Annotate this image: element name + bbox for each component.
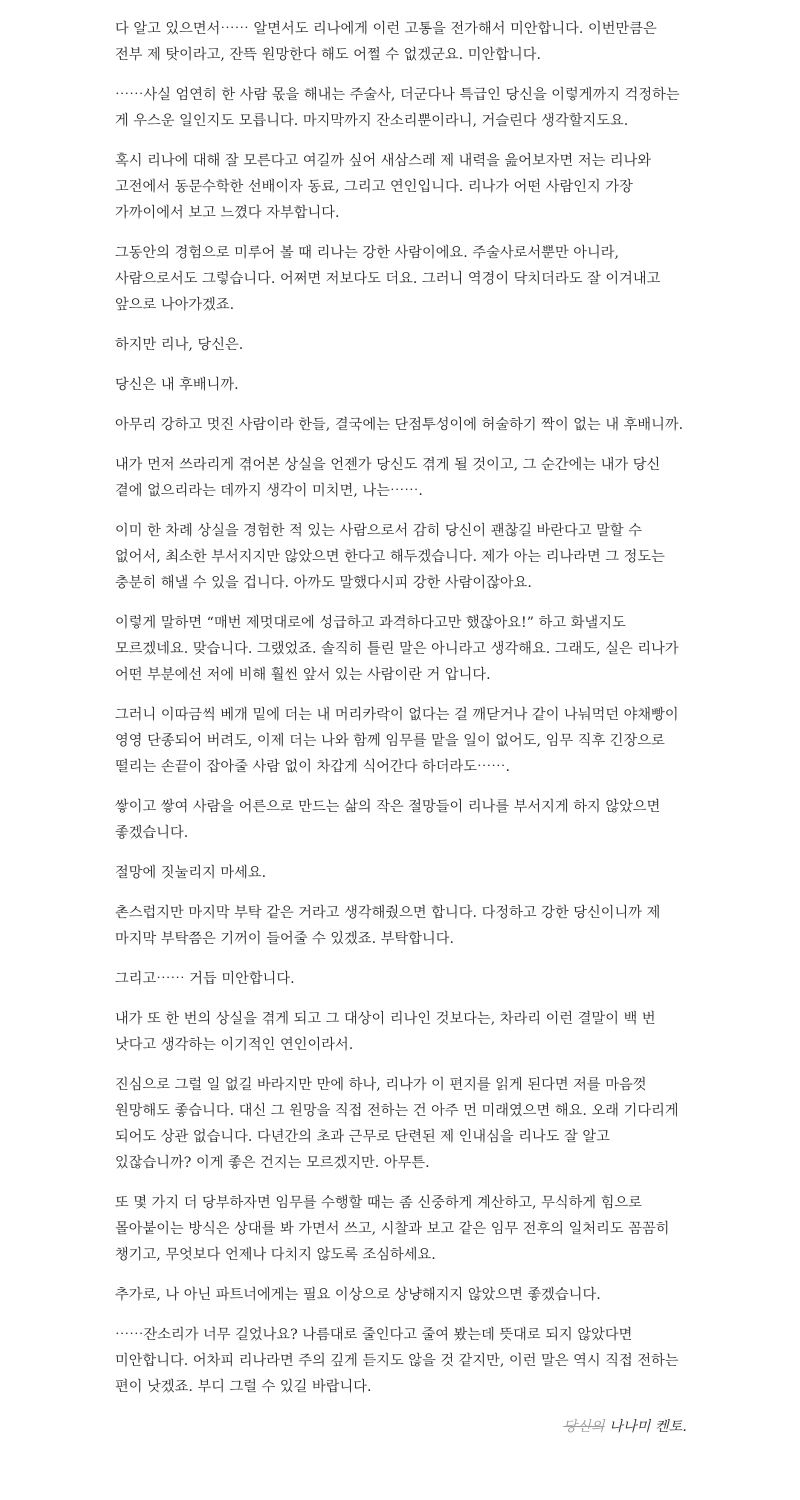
- paragraph-16: 내가 또 한 번의 상실을 겪게 되고 그 대상이 리나인 것보다는, 차라리 이런 결말이 백 번 낫다고 생각하는 이기적인 연인이라서.: [115, 1011, 656, 1053]
- paragraph-8: 내가 먼저 쓰라리게 겪어본 상실을 언젠가 당신도 겪게 될 것이고, 그 순간에는 내가 당신 곁에 없으리라는 데까지 생각이 미치면, 나는⋯⋯.: [115, 457, 661, 499]
- paragraph-2: ⋯⋯사실 엄연히 한 사람 몫을 해내는 주술사, 더군다나 특급인 당신을 이렇게까지 걱정하는 게 우스운 일인지도 모릅니다. 마지막까지 잔소리뿐이라니, 거슬린다 생각할지도요.: [115, 87, 680, 129]
- paragraph-3: 혹시 리나에 대해 잘 모른다고 여길까 싶어 새삼스레 제 내력을 읊어보자면 저는 리나와 고전에서 동문수학한 선배이자 동료, 그리고 연인입니다. 리나가 어떤 사람인지 가장 가까이에서 보고 느꼈다 자부합니다.: [115, 153, 652, 221]
- paragraph-6: 당신은 내 후배니까.: [115, 377, 239, 393]
- paragraph-7: 아무리 강하고 멋진 사람이라 한들, 결국에는 단점투성이에 허술하기 짝이 없는 내 후배니까.: [115, 417, 684, 433]
- paragraph-1: 다 알고 있으면서⋯⋯ 알면서도 리나에게 이런 고통을 전가해서 미안합니다. 이번만큼은 전부 제 탓이라고, 잔뜩 원망한다 해도 어쩔 수 없겠군요. 미안합니다.: [115, 21, 657, 63]
- signature-struck-word: 당신의: [563, 1419, 605, 1435]
- signature-name: 나나미 켄토.: [609, 1419, 687, 1435]
- paragraph-17: 진심으로 그럴 일 없길 바라지만 만에 하나, 리나가 이 편지를 읽게 된다면 저를 마음껏 원망해도 좋습니다. 대신 그 원망을 직접 전하는 건 아주 먼 미래였으면 해요. 오래 기다리게 되어도 상관 없습니다. 다년간의 초과 근무로 단련된 제 인내심을 리나도 잘 알고 있잖습니까? 이게 좋은 건지는 모르겠지만. 아무튼.: [115, 1077, 679, 1171]
- paragraph-20: ⋯⋯잔소리가 너무 길었나요? 나름대로 줄인다고 줄여 봤는데 뜻대로 되지 않았다면 미안합니다. 어차피 리나라면 주의 깊게 듣지도 않을 것 같지만, 이런 말은 역시 직접 전하는 편이 낫겠죠. 부디 그럴 수 있길 바랍니다.: [115, 1327, 679, 1395]
- letter-body: [115, 16, 687, 1440]
- paragraph-10: 이렇게 말하면 “매번 제멋대로에 성급하고 과격하다고만 했잖아요!” 하고 화낼지도 모르겠네요. 맞습니다. 그랬었죠. 솔직히 틀린 말은 아니라고 생각해요. 그래도, 실은 리나가 어떤 부분에선 저에 비해 훨씬 앞서 있는 사람이란 거 압니다.: [115, 615, 679, 683]
- paragraph-12: 쌓이고 쌓여 사람을 어른으로 만드는 삶의 작은 절망들이 리나를 부서지게 하지 않았으면 좋겠습니다.: [115, 799, 661, 841]
- paragraph-19: 추가로, 나 아닌 파트너에게는 필요 이상으로 상냥해지지 않았으면 좋겠습니다.: [115, 1287, 601, 1303]
- paragraph-18: 또 몇 가지 더 당부하자면 임무를 수행할 때는 좀 신중하게 계산하고, 무식하게 힘으로 몰아붙이는 방식은 상대를 봐 가면서 쓰고, 시찰과 보고 같은 임무 전후의 일처리도 꼼꼼히 챙기고, 무엇보다 언제나 다치지 않도록 조심하세요.: [115, 1195, 670, 1263]
- paragraph-11: 그러니 이따금씩 베개 밑에 더는 내 머리카락이 없다는 걸 깨닫거나 같이 나눠먹던 야채빵이 영영 단종되어 버려도, 이제 더는 나와 함께 임무를 맡을 일이 없어도, 임무 직후 긴장으로 떨리는 손끝이 잡아줄 사람 없이 차갑게 식어간다 하더라도⋯⋯.: [115, 707, 679, 775]
- paragraph-14: 촌스럽지만 마지막 부탁 같은 거라고 생각해줬으면 합니다. 다정하고 강한 당신이니까 제 마지막 부탁쯤은 기꺼이 들어줄 수 있겠죠. 부탁합니다.: [115, 905, 661, 947]
- paragraph-13: 절망에 짓눌리지 마세요.: [115, 865, 267, 881]
- paragraph-4: 그동안의 경험으로 미루어 볼 때 리나는 강한 사람이에요. 주술사로서뿐만 아니라, 사람으로서도 그렇습니다. 어쩌면 저보다도 더요. 그러니 역경이 닥치더라도 잘 이겨내고 앞으로 나아가겠죠.: [115, 245, 661, 313]
- paragraph-15: 그리고⋯⋯ 거듭 미안합니다.: [115, 971, 295, 987]
- paragraph-9: 이미 한 차례 상실을 경험한 적 있는 사람으로서 감히 당신이 괜찮길 바란다고 말할 수 없어서, 최소한 부서지지만 않았으면 한다고 해두겠습니다. 제가 아는 리나라면 그 정도는 충분히 해낼 수 있을 겁니다. 아까도 말했다시피 강한 사람이잖아요.: [115, 523, 665, 591]
- signature: [115, 1414, 687, 1440]
- paragraph-5: 하지만 리나, 당신은.: [115, 337, 244, 353]
